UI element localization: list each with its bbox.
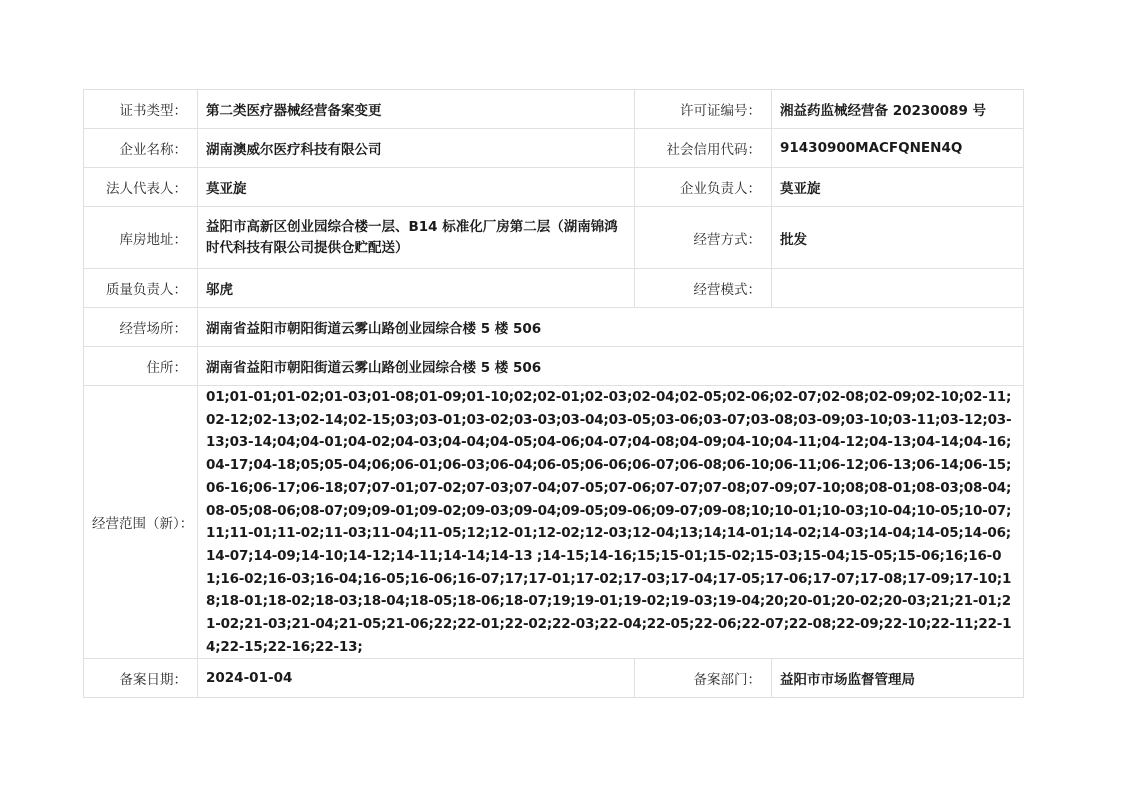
biz-method-value: 批发	[772, 207, 1024, 269]
row-filing	[84, 659, 1024, 698]
biz-mode-value	[772, 269, 1024, 308]
scope-label: 经营范围（新）：	[84, 386, 198, 659]
legal-rep-value: 莫亚旋	[198, 168, 635, 207]
legal-rep-label: 法人代表人：	[84, 168, 198, 207]
company-head-value: 莫亚旋	[772, 168, 1024, 207]
row-company	[84, 129, 1024, 168]
row-warehouse	[84, 207, 1024, 269]
cert-type-value: 第二类医疗器械经营备案变更	[198, 90, 635, 129]
filing-date-value: 2024-01-04	[198, 659, 635, 698]
record-table	[83, 89, 1024, 698]
biz-method-label: 经营方式：	[635, 207, 772, 269]
company-head-label: 企业负责人：	[635, 168, 772, 207]
company-name-value: 湖南澳威尔医疗科技有限公司	[198, 129, 635, 168]
filing-dept-value: 益阳市市场监督管理局	[772, 659, 1024, 698]
residence-label: 住所：	[84, 347, 198, 386]
scope-value: 01;01-01;01-02;01-03;01-08;01-09;01-10;02;02-01;02-03;02-04;02-05;02-06;02-07;02-08;02-09;02-10;02-11;02-12;02-13;02-14;02-15;03;03-01;03-02;03-03;03-04;03-05;03-06;03-07;03-08;03-09;03-10;03-11;03-12;03-13;03-14;04;04-01;04-02;04-03;04-04;04-05;04-06;04-07;04-08;04-09;04-10;04-11;04-12;04-13;04-14;04-16;04-17;04-18;05;05-04;06;06-01;06-03;06-04;06-05;06-06;06-07;06-08;06-10;06-11;06-12;06-13;06-14;06-15;06-16;06-17;06-18;07;07-01;07-02;07-03;07-04;07-05;07-06;07-07;07-08;07-09;07-10;08;08-01;08-03;08-04;08-05;08-06;08-07;09;09-01;09-02;09-03;09-04;09-05;09-06;09-07;09-08;10;10-01;10-03;10-04;10-05;10-07;11;11-01;11-02;11-03;11-04;11-05;12;12-01;12-02;12-03;12-04;13;14;14-01;14-02;14-03;14-04;14-05;14-06;14-07;14-09;14-10;14-12;14-11;14-14;14-13 ;14-15;14-16;15;15-01;15-02;15-03;15-04;15-05;15-06;16;16-01;16-02;16-03;16-04;16-05;16-06;16-07;17;17-01;17-02;17-03;17-04;17-05;17-06;17-07;17-08;17-09;17-10;18;18-01;18-02;18-03;18-04;18-05;18-06;18-07;19;19-01;19-02;19-03;19-04;20;20-01;20-02;20-03;21;21-01;21-02;21-03;21-04;21-05;21-06;22;22-01;22-02;22-03;22-04;22-05;22-06;22-07;22-08;22-09;22-10;22-11;22-14;22-15;22-16;22-13;	[198, 386, 1024, 659]
row-scope	[84, 386, 1024, 659]
record-sheet	[83, 89, 1023, 698]
row-quality	[84, 269, 1024, 308]
warehouse-value: 益阳市高新区创业园综合楼一层、B14 标准化厂房第二层（湖南锦鸿时代科技有限公司提供仓贮配送）	[198, 207, 635, 269]
filing-dept-label: 备案部门：	[635, 659, 772, 698]
biz-place-value: 湖南省益阳市朝阳街道云雾山路创业园综合楼 5 楼 506	[198, 308, 1024, 347]
residence-value: 湖南省益阳市朝阳街道云雾山路创业园综合楼 5 楼 506	[198, 347, 1024, 386]
biz-place-label: 经营场所：	[84, 308, 198, 347]
row-biz-place	[84, 308, 1024, 347]
row-residence	[84, 347, 1024, 386]
quality-head-label: 质量负责人：	[84, 269, 198, 308]
row-persons	[84, 168, 1024, 207]
row-cert-type	[84, 90, 1024, 129]
license-no-label: 许可证编号：	[635, 90, 772, 129]
quality-head-value: 邬虎	[198, 269, 635, 308]
license-no-value: 湘益药监械经营备 20230089 号	[772, 90, 1024, 129]
credit-code-value: 91430900MACFQNEN4Q	[772, 129, 1024, 168]
warehouse-label: 库房地址：	[84, 207, 198, 269]
filing-date-label: 备案日期：	[84, 659, 198, 698]
biz-mode-label: 经营模式：	[635, 269, 772, 308]
credit-code-label: 社会信用代码：	[635, 129, 772, 168]
cert-type-label: 证书类型：	[84, 90, 198, 129]
company-name-label: 企业名称：	[84, 129, 198, 168]
